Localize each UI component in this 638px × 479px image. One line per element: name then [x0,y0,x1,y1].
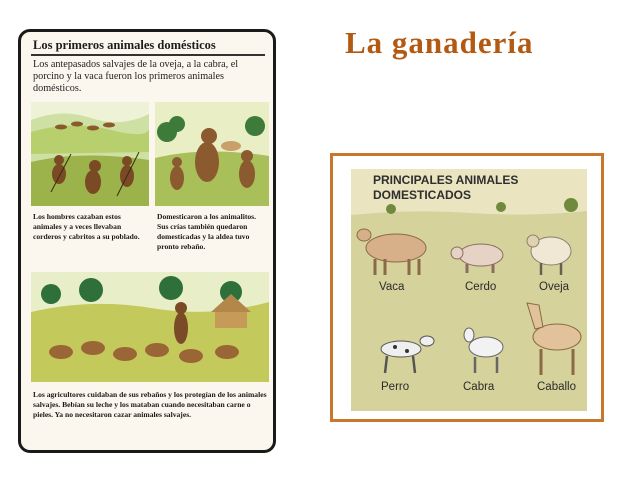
caption-domestication: Domesticaron a los animalitos. Sus crías también quedaron domesticadas y la aldea tuvo pronto rebaño. [157,212,256,251]
hunting-illustration [31,102,149,206]
label-pig: Cerdo [465,281,497,293]
caption-herding: Los agricultores cuidaban de sus rebaños y los protegían de los animales salvajes. Bebían su leche y los mataban cuando necesitaban carne o pieles. Ya no necesitaron cazar animales salvajes. [33,390,267,419]
book-title: Los primeros animales domésticos [33,38,216,52]
title-rule [31,54,265,56]
domestication-scene-image [155,102,269,206]
label-horse: Caballo [537,381,576,393]
herding-scene-image [31,272,269,382]
poster-title [373,173,518,203]
slide-title: La ganadería [345,25,534,60]
poster-canvas [351,169,587,411]
label-sheep: Oveja [539,281,570,293]
herding-illustration [31,272,269,382]
label-cow: Vaca [379,281,405,293]
animals-poster [330,153,604,422]
domestication-illustration [155,102,269,206]
book-intro: Los antepasados salvajes de la oveja, a la cabra, el porcino y la vaca fueron los primeros animales domésticos. [33,59,239,94]
textbook-page [18,29,276,453]
label-dog: Perro [381,381,410,393]
label-goat: Cabra [463,381,495,393]
hunting-scene-image [31,102,149,206]
poster-title-line-1: PRINCIPALES ANIMALES [373,173,519,187]
poster-title-line-2: DOMESTICADOS [373,188,472,202]
caption-hunting: Los hombres cazaban estos animales y a veces llevaban corderos y cabritos a su poblado. [33,212,140,241]
